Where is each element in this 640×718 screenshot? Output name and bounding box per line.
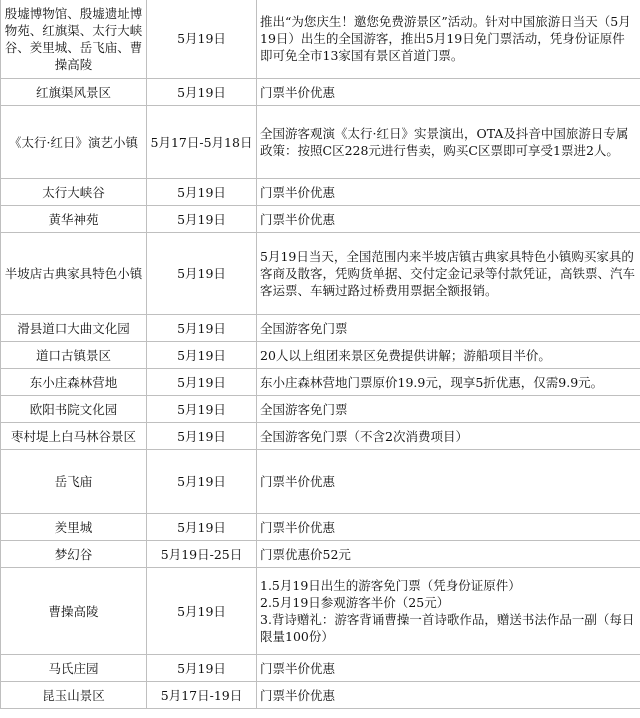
promo-offer: 门票半价优惠	[257, 450, 640, 514]
venue-name: 东小庄森林营地	[1, 369, 147, 396]
venue-name: 殷墟博物馆、殷墟遗址博物苑、红旗渠、太行大峡谷、羑里城、岳飞庙、曹操高陵	[1, 0, 147, 79]
promo-offer: 门票半价优惠	[257, 179, 640, 206]
promo-date: 5月19日	[147, 233, 257, 315]
promo-offer: 门票半价优惠	[257, 655, 640, 682]
offer-line: 3.背诗赠礼：游客背诵曹操一首诗歌作品，赠送书法作品一副（每日限量100份）	[260, 612, 635, 644]
promo-offer	[257, 568, 640, 655]
table-row	[1, 423, 640, 450]
venue-name: 曹操高陵	[1, 568, 147, 655]
offer-line: 1.5月19日出生的游客免门票（凭身份证原件）	[260, 578, 521, 593]
offer-line: 2.5月19日参观游客半价（25元）	[260, 595, 450, 610]
table-row	[1, 682, 640, 709]
venue-name: 昆玉山景区	[1, 682, 147, 709]
venue-name: 红旗渠风景区	[1, 79, 147, 106]
table-row	[1, 541, 640, 568]
table-row	[1, 79, 640, 106]
promo-date: 5月19日	[147, 396, 257, 423]
table-row	[1, 568, 640, 655]
table-row	[1, 396, 640, 423]
promo-date: 5月19日	[147, 369, 257, 396]
promo-offer: 推出“为您庆生！邀您免费游景区”活动。针对中国旅游日当天（5月19日）出生的全国游客，推出5月19日免门票活动，凭身份证原件即可免全市13家国有景区首道门票。	[257, 0, 640, 79]
table-row	[1, 514, 640, 541]
promo-offer: 5月19日当天，全国范围内来半坡店镇古典家具特色小镇购买家具的客商及散客，凭购货单据、交付定金记录等付款凭证，高铁票、汽车客运票、车辆过路过桥费用票据全额报销。	[257, 233, 640, 315]
venue-name: 太行大峡谷	[1, 179, 147, 206]
promo-date: 5月19日	[147, 342, 257, 369]
venue-name: 梦幻谷	[1, 541, 147, 568]
promo-offer: 20人以上组团来景区免费提供讲解；游船项目半价。	[257, 342, 640, 369]
promo-offer: 门票半价优惠	[257, 514, 640, 541]
promo-date: 5月19日	[147, 450, 257, 514]
promo-date: 5月17日-19日	[147, 682, 257, 709]
table-row	[1, 179, 640, 206]
venue-name: 欧阳书院文化园	[1, 396, 147, 423]
table-row	[1, 369, 640, 396]
promo-date: 5月19日-25日	[147, 541, 257, 568]
promo-date: 5月19日	[147, 315, 257, 342]
promo-offer: 门票优惠价52元	[257, 541, 640, 568]
table-row	[1, 0, 640, 79]
table-row	[1, 106, 640, 179]
promo-offer: 全国游客免门票	[257, 396, 640, 423]
promo-offer: 门票半价优惠	[257, 206, 640, 233]
promo-date: 5月19日	[147, 0, 257, 79]
promo-date: 5月19日	[147, 79, 257, 106]
table-row	[1, 233, 640, 315]
venue-name: 半坡店古典家具特色小镇	[1, 233, 147, 315]
venue-name: 羑里城	[1, 514, 147, 541]
table-row	[1, 315, 640, 342]
venue-name: 枣村堤上白马林谷景区	[1, 423, 147, 450]
promo-date: 5月19日	[147, 514, 257, 541]
table-row	[1, 206, 640, 233]
promo-offer: 门票半价优惠	[257, 79, 640, 106]
promo-offer: 门票半价优惠	[257, 682, 640, 709]
table-row	[1, 450, 640, 514]
promo-offer: 东小庄森林营地门票原价19.9元，现享5折优惠，仅需9.9元。	[257, 369, 640, 396]
venue-name: 道口古镇景区	[1, 342, 147, 369]
venue-name: 滑县道口大曲文化园	[1, 315, 147, 342]
promo-offer: 全国游客免门票（不含2次消费项目）	[257, 423, 640, 450]
promo-offer: 全国游客免门票	[257, 315, 640, 342]
promo-date: 5月17日-5月18日	[147, 106, 257, 179]
table-row	[1, 342, 640, 369]
venue-name: 《太行·红日》演艺小镇	[1, 106, 147, 179]
promo-date: 5月19日	[147, 568, 257, 655]
venue-name: 黄华神苑	[1, 206, 147, 233]
venue-name: 马氏庄园	[1, 655, 147, 682]
promo-date: 5月19日	[147, 655, 257, 682]
venue-name: 岳飞庙	[1, 450, 147, 514]
table-row	[1, 655, 640, 682]
promo-date: 5月19日	[147, 179, 257, 206]
promo-date: 5月19日	[147, 206, 257, 233]
promo-date: 5月19日	[147, 423, 257, 450]
promo-offer: 全国游客观演《太行·红日》实景演出，OTA及抖音中国旅游日专属政策：按照C区228元进行售卖，购买C区票即可享受1票进2人。	[257, 106, 640, 179]
